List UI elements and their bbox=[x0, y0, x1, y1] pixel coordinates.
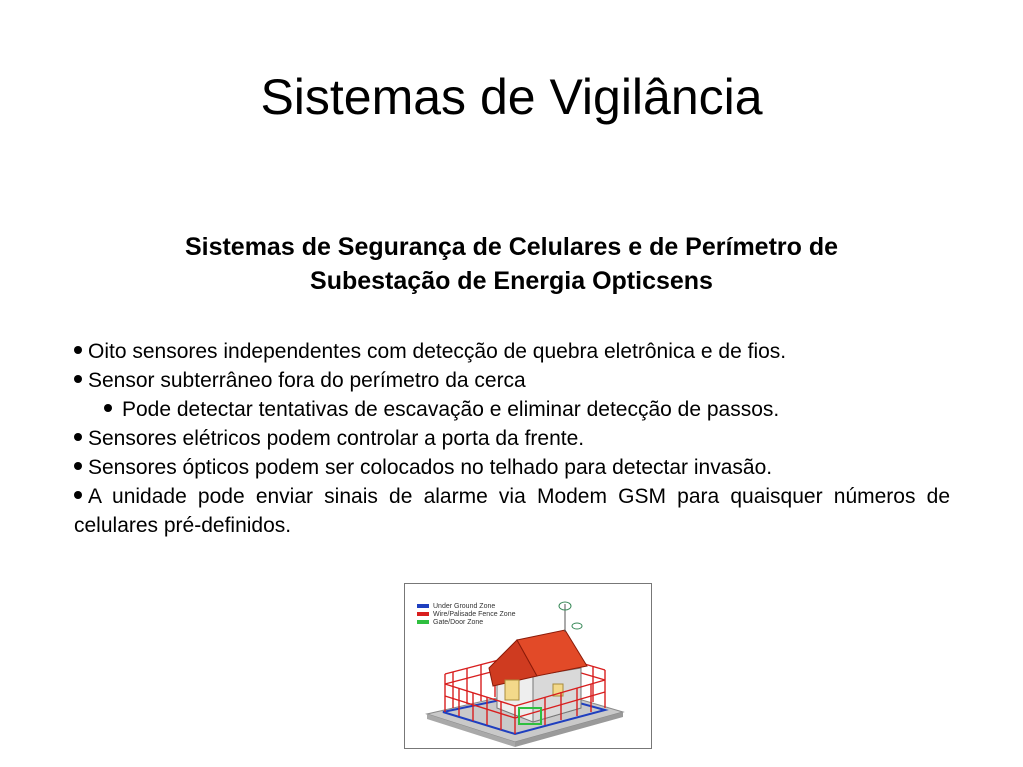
bullet-list bbox=[74, 337, 950, 540]
bullet-text: Sensores elétricos podem controlar a porta da frente. bbox=[88, 427, 585, 450]
gsm-antenna-icon bbox=[559, 602, 582, 632]
bullet-dot-icon bbox=[74, 433, 82, 441]
figure-legend bbox=[417, 603, 516, 626]
slide-title: Sistemas de Vigilância bbox=[260, 69, 763, 125]
bullet-dot-icon bbox=[104, 404, 112, 412]
legend-label-gate: Gate/Door Zone bbox=[433, 619, 484, 626]
legend-label-fence: Wire/Palisade Fence Zone bbox=[433, 611, 516, 618]
bullet-item bbox=[74, 337, 950, 366]
legend-swatch-gate bbox=[417, 620, 429, 624]
bullet-text: Pode detectar tentativas de escavação e eliminar detecção de passos. bbox=[122, 398, 780, 421]
legend-swatch-underground bbox=[417, 604, 429, 608]
slide-subtitle bbox=[60, 230, 963, 298]
bullet-item bbox=[74, 424, 950, 453]
bullet-item bbox=[74, 366, 950, 395]
legend-label-underground: Under Ground Zone bbox=[433, 603, 496, 610]
bullet-text: Sensor subterrâneo fora do perímetro da cerca bbox=[88, 369, 526, 392]
subtitle-line-2: Subestação de Energia Opticsens bbox=[310, 267, 713, 295]
bullet-text: A unidade pode enviar sinais de alarme via Modem GSM para quaisquer números de celulares pré-definidos. bbox=[74, 485, 950, 537]
subtitle-line-1: Sistemas de Segurança de Celulares e de Perímetro de bbox=[184, 233, 839, 261]
bullet-dot-icon bbox=[74, 346, 82, 354]
bullet-item bbox=[74, 482, 950, 540]
bullet-dot-icon bbox=[74, 375, 82, 383]
sub-bullet-item bbox=[74, 395, 950, 424]
bullet-item bbox=[74, 453, 950, 482]
legend-swatch-fence bbox=[417, 612, 429, 616]
window-icon bbox=[505, 680, 519, 700]
perimeter-security-illustration bbox=[404, 583, 652, 749]
bullet-text: Oito sensores independentes com detecção de quebra eletrônica e de fios. bbox=[88, 340, 787, 363]
bullet-dot-icon bbox=[74, 462, 82, 470]
bullet-dot-icon bbox=[74, 491, 82, 499]
house-perimeter-diagram bbox=[405, 584, 651, 748]
bullet-text: Sensores ópticos podem ser colocados no telhado para detectar invasão. bbox=[88, 456, 773, 479]
